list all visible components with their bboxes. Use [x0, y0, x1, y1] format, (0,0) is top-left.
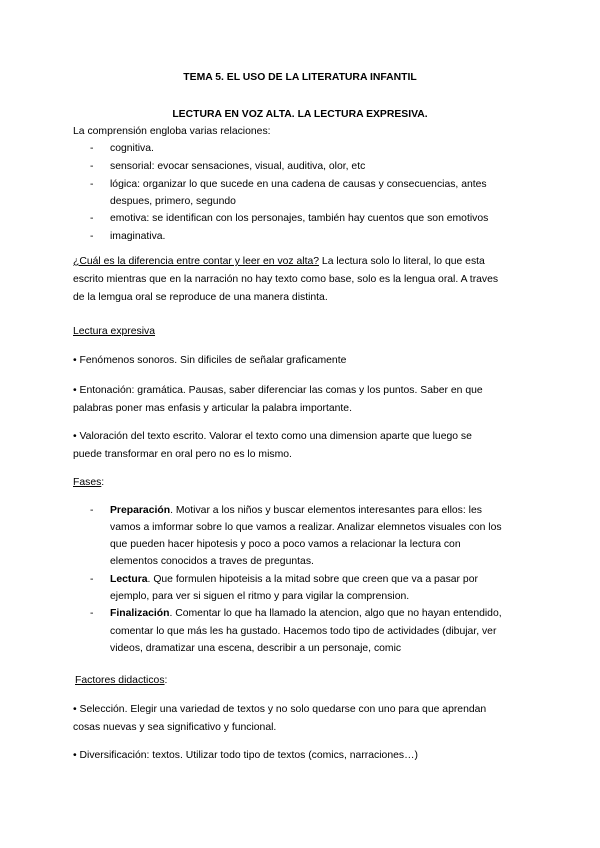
answer-line: de la lemgua oral se reproduce de una manera distinta. — [73, 292, 328, 303]
fase-finalizacion-cont: videos, dramatizar una escena, describir a un personaje, comic — [110, 643, 402, 654]
document-title: TEMA 5. EL USO DE LA LITERATURA INFANTIL — [183, 72, 417, 83]
bullet-entonacion: • Entonación: gramática. Pausas, saber diferenciar las comas y los puntos. Saber en que — [73, 385, 483, 396]
heading-fases — [73, 473, 104, 492]
fase-text: . Motivar a los niños y buscar elementos interesantes para ellos: les — [170, 505, 482, 516]
bullet-entonacion-cont: palabras poner mas enfasis y articular la palabra importante. — [73, 403, 352, 414]
list-dash: - — [90, 143, 94, 154]
list-item-continuation: despues, primero, segundo — [110, 196, 236, 207]
colon: : — [101, 477, 105, 488]
question-text: ¿Cuál es la diferencia entre contar y leer en voz alta? — [73, 256, 320, 267]
list-dash: - — [90, 161, 94, 172]
bullet-fenomenos: • Fenómenos sonoros. Sin dificiles de señalar graficamente — [73, 355, 347, 366]
list-dash: - — [90, 231, 94, 242]
fase-text: . Que formulen hipoteisis a la mitad sobre que creen que va a pasar por — [147, 574, 478, 585]
list-item: sensorial: evocar sensaciones, visual, auditiva, olor, etc — [110, 161, 366, 172]
fase-preparacion-cont: vamos a imformar sobre lo que vamos a realizar. Analizar elemnetos visuales con los — [110, 522, 502, 533]
fase-preparacion-cont: que pueden hacer hipotesis y poco a poco vamos a relacionar la lectura con — [110, 539, 461, 550]
fase-finalizacion-cont: comentar lo que más les ha gustado. Hacemos todo tipo de actividades (dibujar, ver — [110, 626, 497, 637]
fase-label: Preparación — [110, 505, 171, 516]
section-title: LECTURA EN VOZ ALTA. LA LECTURA EXPRESIVA. — [172, 109, 428, 120]
bullet-seleccion-cont: cosas nuevas y sea significativo y funcional. — [73, 722, 277, 733]
bullet-diversificacion: • Diversificación: textos. Utilizar todo tipo de textos (comics, narraciones…) — [73, 750, 418, 761]
bullet-valoracion-cont: puede transformar en oral pero no es lo mismo. — [73, 449, 292, 460]
list-dash: - — [90, 574, 94, 585]
answer-line: escrito mientras que en la narración no hay texto como base, solo es la lengua oral. A traves — [73, 274, 499, 285]
list-item: lógica: organizar lo que sucede en una cadena de causas y consecuencias, antes — [110, 179, 487, 190]
list-item: imaginativa. — [110, 231, 166, 242]
fase-preparacion-cont: elementos conocidos a traves de preguntas. — [110, 556, 314, 567]
list-dash: - — [90, 608, 94, 619]
factores-label: Factores didacticos — [75, 675, 165, 686]
answer-text: La lectura solo lo literal, lo que esta — [319, 256, 485, 267]
question-paragraph — [73, 252, 485, 271]
fase-label: Lectura — [110, 574, 148, 585]
fase-finalizacion — [110, 604, 502, 623]
fase-lectura-cont: ejemplo, para ver si siguen el ritmo y para vigilar la comprension. — [110, 591, 410, 602]
heading-factores — [75, 671, 167, 690]
bullet-seleccion: • Selección. Elegir una variedad de textos y no solo quedarse con uno para que aprendan — [73, 704, 487, 715]
fases-label: Fases — [73, 477, 102, 488]
colon: : — [164, 675, 168, 686]
fase-text: . Comentar lo que ha llamado la atencion, algo que no hayan entendido, — [169, 608, 502, 619]
list-item: cognitiva. — [110, 143, 154, 154]
list-dash: - — [90, 505, 94, 516]
list-dash: - — [90, 179, 94, 190]
bullet-valoracion: • Valoración del texto escrito. Valorar el texto como una dimension aparte que luego se — [73, 431, 472, 442]
fase-label: Finalización — [110, 608, 170, 619]
intro-text: La comprensión engloba varias relaciones: — [73, 126, 271, 137]
list-dash: - — [90, 213, 94, 224]
list-item: emotiva: se identifican con los personajes, también hay cuentos que son emotivos — [110, 213, 489, 224]
heading-lectura-expresiva: Lectura expresiva — [73, 326, 156, 337]
